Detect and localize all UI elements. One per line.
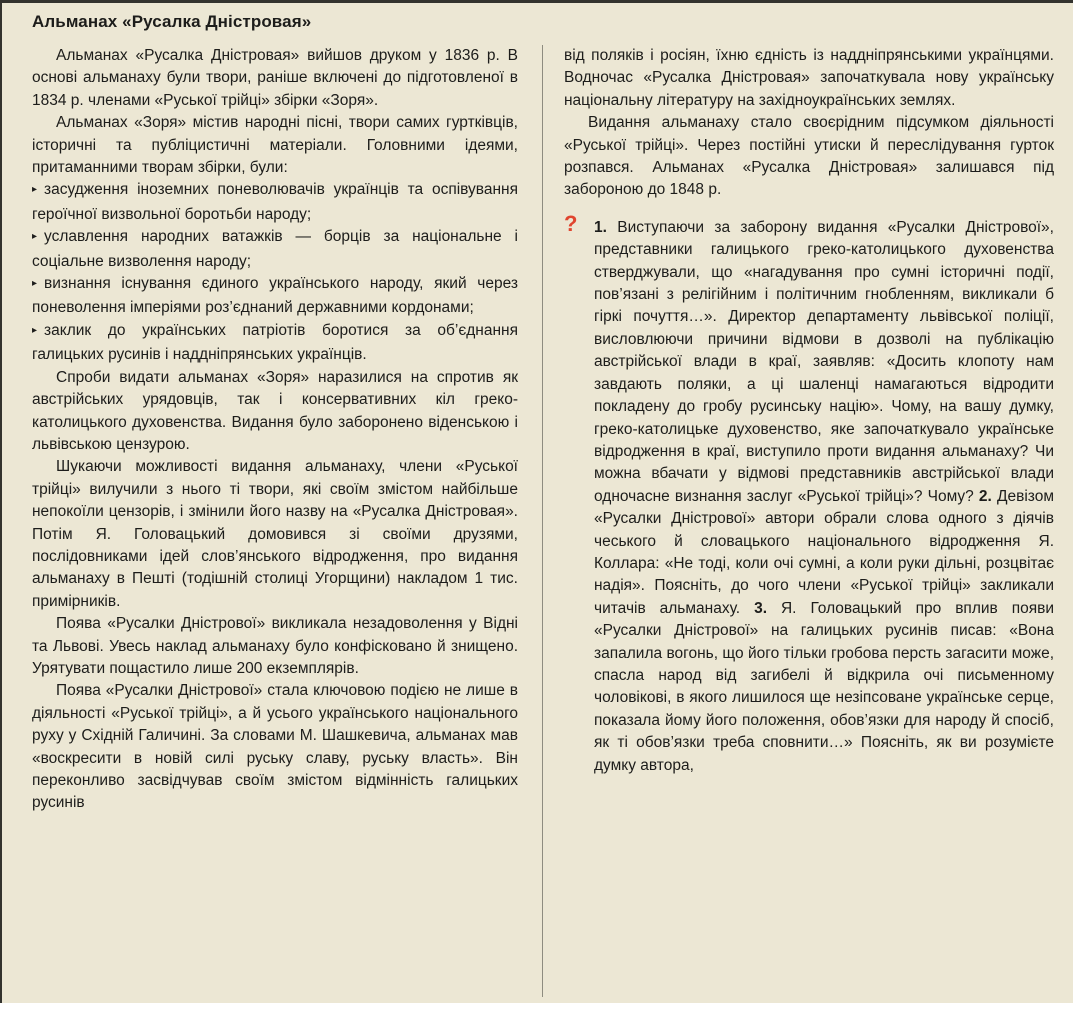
question-text: Я. Головацький про вплив появи «Русалки Дністрової» на галицьких русинів писав: «Вона запалила вогонь, що його тільки гробова персть загасити може, спасла народ від загибелі й відкрила очі письменному чоловікові, в якого лишилося ще незіпсоване українське серце, показала йому його положення, обов’язки для народу й спосіб, як ті обов’язки треба сповнити…» Поясніть, як ви розумієте думку автора, — [594, 599, 1055, 774]
page-title: Альманах «Русалка Дністровая» — [32, 12, 312, 31]
left-column — [32, 45, 518, 815]
bullet-text: заклик до українських патріотів боротися за об’єднання галицьких русинів і наддніпрянських українців. — [32, 321, 518, 364]
questions-block — [564, 210, 1055, 777]
question-number: 3. — [754, 599, 768, 617]
bullet-item — [32, 320, 518, 367]
question-number: 2. — [978, 487, 992, 505]
bullet-text: визнання існування єдиного українського народу, який через поневолення імперіями роз’єднаний державними кордонами; — [32, 275, 518, 317]
bullet-item — [32, 273, 518, 320]
paragraph-continuation: від поляків і росіян, їхню єдність із наддніпрянськими українцями. Водночас «Русалка Дністровая» започаткувала нову українську національну літературу на західноукраїнських землях. — [564, 47, 1054, 109]
question-mark-icon: ? — [564, 210, 578, 236]
question-text: Девізом «Русалки Дністрової» автори обрали слова одного з діячів чеського й словацького національного відродження Я. Коллара: «Не тоді, коли очі сумні, а коли руки дільні, розцвітає надія». Поясніть, до чого члени «Руської трійці» закликали читачів альманаху. — [594, 487, 1054, 617]
bullet-icon: ▸ — [32, 278, 38, 290]
column-divider — [542, 45, 543, 997]
bullet-text: засудження іноземних поневолювачів українців та оспівування героїчної визвольної боротьби народу; — [32, 181, 518, 223]
paragraph: Спроби видати альманах «Зоря» наразилися на спротив як австрійських урядовців, так і консервативних кіл греко-католицького духовенства. Видання було заборонено віденською і львівською цензурою. — [32, 368, 518, 453]
right-column — [564, 45, 1054, 777]
paragraph: Поява «Русалки Дністрової» викликала незадоволення у Відні та Львові. Увесь наклад альманаху було конфісковано й знищено. Урятувати пощастило лише 200 екземплярів. — [32, 615, 518, 677]
paragraph: Видання альманаху стало своєрідним підсумком діяльності «Руської трійці». Через постійні утиски й переслідування гурток розпався. Альманах «Русалка Дністровая» залишався під забороною до 1848 р. — [564, 114, 1054, 199]
question-number: 1. — [594, 218, 607, 236]
bullet-text: уславлення народних ватажків — борців за національне і соціальне визволення народу; — [32, 228, 518, 270]
bullet-item — [32, 179, 518, 226]
questions-text — [594, 217, 1054, 777]
paragraph: Шукаючи можливості видання альманаху, члени «Руської трійці» вилучили з нього ті твори, які своїм змістом найбільше непокоїли цензорів, і змінили його назву на «Русалка Дністровая». Потім Я. Головацький домовився зі своїми друзями, послідовниками ідей слов’янського відродження, про видання альманаху в Пешті (тодішній столиці Угорщини) накладом 1 тис. примірників. — [32, 458, 518, 610]
paragraph: Поява «Русалки Дністрової» стала ключовою подією не лише в діяльності «Руської трійці», а й усього українського національного руху у Східній Галичині. За словами М. Шашкевича, альманах мав «воскресити в новій силі руську славу, руську власть». Він переконливо засвідчував своїм змістом відмінність галицьких русинів — [32, 682, 518, 812]
question-text: Виступаючи за заборону видання «Русалки Дністрової», представники галицького греко-католицького духовенства стверджували, що «нагадування про сумні історичні події, пов’язані з релігійним і політичним гнобленням, викликали б гіркі почуття…». Директор департаменту львівської поліції, висловлюючи причини відмови в дозволі на публікацію австрійської влади в краї, заявляв: «Досить клопоту нам завдають поляки, а ці шаленці намагаються відродити покладену до гробу русинську націю». Чому, на вашу думку, греко-католицьке духовенство, яке започаткувало українське відродження в краї, виступило проти видання альманаху? Чи можна вбачати у відмові представників австрійської влади одночасне визнання заслуг «Руської трійці»? Чому? — [594, 218, 1054, 505]
bullet-icon: ▸ — [32, 231, 38, 243]
bullet-icon: ▸ — [32, 184, 38, 196]
paragraph: Альманах «Русалка Дністровая» вийшов друком у 1836 р. В основі альманаху були твори, раніше включені до підготовленої в 1834 р. членами «Руської трійці» збірки «Зоря». — [32, 47, 518, 109]
bullet-item — [32, 226, 518, 273]
paragraph: Альманах «Зоря» містив народні пісні, твори самих гуртківців, історичні та публіцистичні матеріали. Головними ідеями, притаманними творам збірки, були: — [32, 114, 518, 177]
bullet-icon: ▸ — [32, 324, 38, 336]
